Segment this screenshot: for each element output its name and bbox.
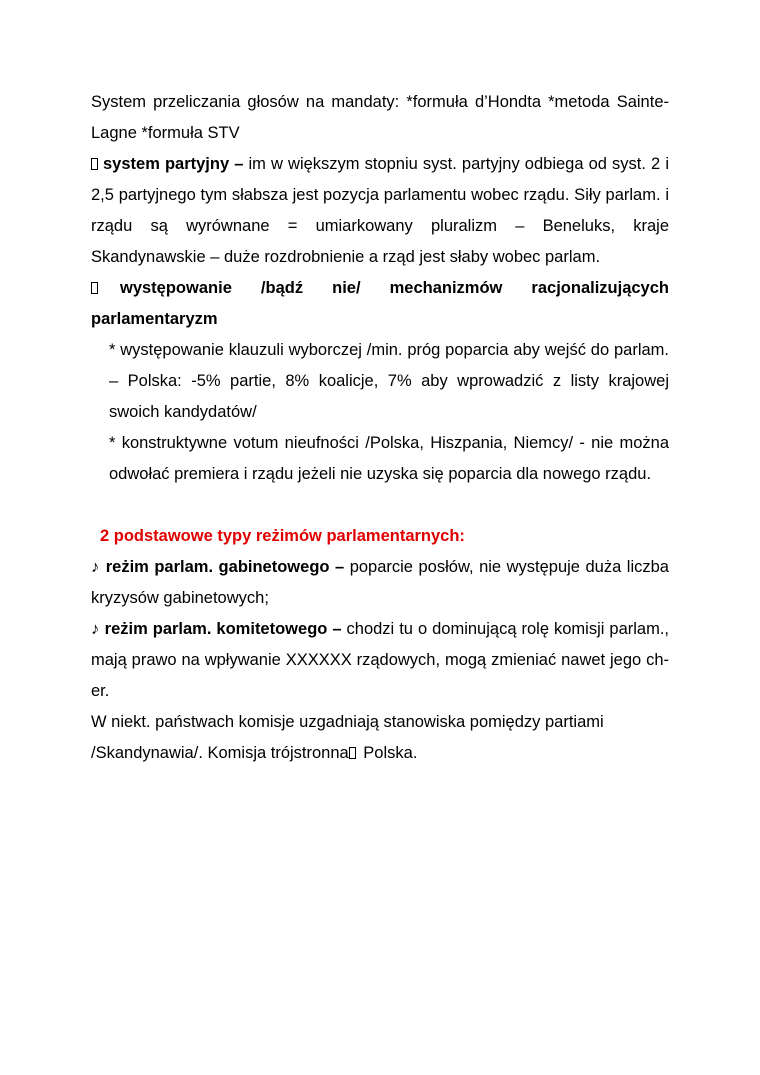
paragraph-rationalizing-mechanisms (91, 273, 669, 335)
music-note-icon: ♪ (91, 558, 106, 576)
section-heading-text: 2 podstawowe typy reżimów parlamentarnych: (100, 527, 465, 545)
paragraph-constructive-vote (91, 428, 669, 490)
paragraph-party-system (91, 149, 669, 273)
paragraph-committee-regime (91, 614, 669, 707)
cabinet-regime-term: reżim parlam. gabinetowego – (105, 558, 345, 576)
committee-regime-text: chodzi tu o dominującą rolę komisji parlam., mają prawo na wpływanie XXXXXX rządowych, mogą zmieniać nawet jego ch-er. (91, 620, 669, 700)
paragraph-electoral-threshold (91, 335, 669, 428)
paragraph-vote-counting (91, 87, 669, 149)
music-note-icon: ♪ (91, 620, 105, 638)
party-system-text: im w większym stopniu syst. partyjny odbiega od syst. 2 i 2,5 partyjnego tym słabsza jest pozycja parlamentu wobec rządu. Siły parlam. i rządu są wyrównane = umiarkowany pluralizm – Beneluks, kraje Skandynawskie – duże rozdrobnienie a rząd jest słaby wobec parlam. (91, 155, 669, 266)
paragraph-committees (91, 707, 669, 769)
paragraph-cabinet-regime (91, 552, 669, 614)
blank-line (91, 490, 669, 521)
document-body (91, 87, 669, 769)
missing-glyph-arrow-icon (349, 747, 356, 759)
electoral-threshold-text: * występowanie klauzuli wyborczej /min. próg poparcia aby wejść do parlam. – Polska: -5% partie, 8% koalicje, 7% aby wprowadzić z listy krajowej swoich kandydatów/ (109, 341, 669, 421)
committees-text: W niekt. państwach komisje uzgadniają stanowiska pomiędzy partiami /Skandynawia/. Komisja trójstronna (91, 713, 604, 762)
party-system-term: system partyjny – (103, 155, 244, 173)
missing-glyph-bullet-icon (91, 158, 98, 170)
missing-glyph-bullet-icon (91, 282, 98, 294)
cabinet-regime-text: poparcie posłów, nie występuje duża liczba kryzysów gabinetowych; (91, 558, 669, 607)
vote-counting-text: System przeliczania głosów na mandaty: *formuła d’Hondta *metoda Sainte-Lagne *formuła STV (91, 93, 669, 142)
constructive-vote-text: * konstruktywne votum nieufności /Polska, Hiszpania, Niemcy/ - nie można odwołać premiera i rządu jeżeli nie uzyska się poparcia dla nowego rządu. (109, 434, 669, 483)
committees-text-end: Polska. (358, 744, 418, 762)
rationalizing-mechanisms-term: występowanie /bądź nie/ mechanizmów racjonalizujących parlamentaryzm (91, 279, 669, 328)
section-heading (91, 521, 669, 552)
committee-regime-term: reżim parlam. komitetowego – (104, 620, 342, 638)
